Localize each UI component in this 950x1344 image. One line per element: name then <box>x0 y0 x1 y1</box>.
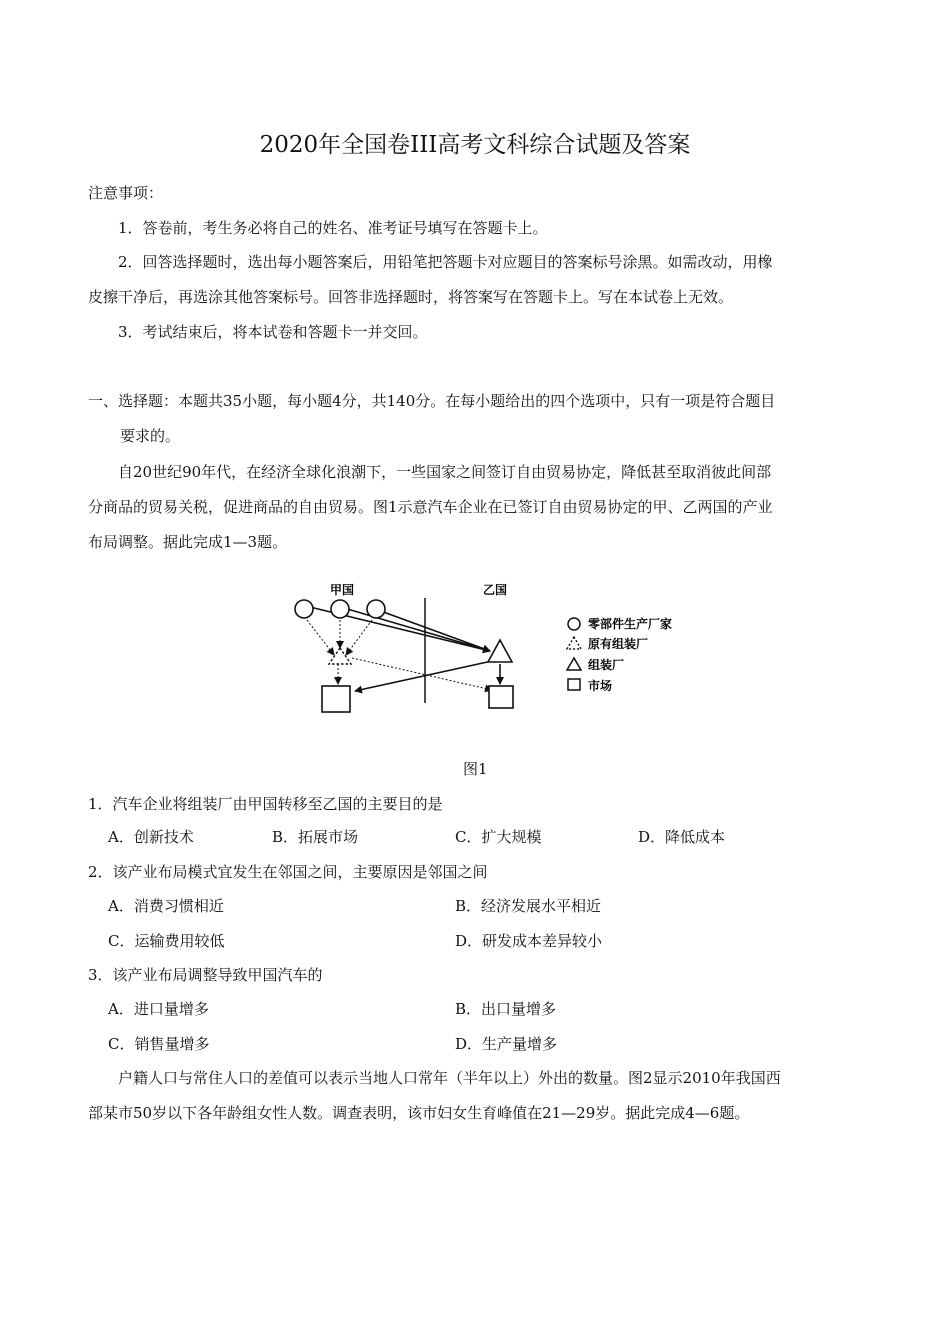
legend-circle-icon <box>568 618 580 630</box>
section-heading: 一、选择题：本题共35小题，每小题4分，共140分。在每小题给出的四个选项中，只有一项是符合题目 <box>88 392 776 410</box>
notice-heading: 注意事项： <box>88 184 164 202</box>
dotted-arrow-old-marketb <box>352 658 492 690</box>
parts-factory-2 <box>331 600 349 618</box>
passage1-line-1: 自20世纪90年代，在经济全球化浪潮下，一些国家之间签订自由贸易协定，降低甚至取消彼此间部 <box>118 463 772 481</box>
q3-option-d[interactable]: D．生产量增多 <box>455 1035 558 1053</box>
q3-option-a[interactable]: A．进口量增多 <box>108 1000 209 1018</box>
arrow-part2-new <box>344 608 490 651</box>
new-assembly-plant <box>488 640 512 662</box>
figure-1-caption: 图1 <box>463 760 488 778</box>
question-3-stem: 3．该产业布局调整导致甲国汽车的 <box>88 966 323 984</box>
passage1-line-3: 布局调整。据此完成1—3题。 <box>88 533 288 551</box>
legend-original-assembly: 原有组装厂 <box>588 637 649 651</box>
dotted-arrow-part1-old <box>307 620 334 655</box>
q1-option-a[interactable]: A．创新技术 <box>108 828 194 846</box>
q3-option-c[interactable]: C．销售量增多 <box>108 1035 210 1053</box>
passage2-line-1: 户籍人口与常住人口的差值可以表示当地人口常年（半年以上）外出的数量。图2显示2010年我国西 <box>118 1069 781 1087</box>
q2-option-a[interactable]: A．消费习惯相近 <box>108 897 224 915</box>
q1-option-d[interactable]: D．降低成本 <box>638 828 726 846</box>
parts-factory-3 <box>367 600 385 618</box>
market-country-b <box>489 686 513 708</box>
notice-item-1: 1．答卷前，考生务必将自己的姓名、准考证号填写在答题卡上。 <box>118 219 548 237</box>
arrow-new-marketa <box>355 661 492 691</box>
legend-dashed-triangle-icon <box>567 637 581 649</box>
legend-assembly: 组装厂 <box>588 658 625 672</box>
question-1-stem: 1．汽车企业将组装厂由甲国转移至乙国的主要目的是 <box>88 795 443 813</box>
country-b-label: 乙国 <box>482 583 508 597</box>
q1-option-c[interactable]: C．扩大规模 <box>455 828 542 846</box>
q2-option-c[interactable]: C．运输费用较低 <box>108 932 225 950</box>
notice-item-3: 3．考试结束后，将本试卷和答题卡一并交回。 <box>118 323 428 341</box>
passage2-line-2: 部某市50岁以下各年龄组女性人数。调查表明，该市妇女生育峰值在21—29岁。据此完成4—6题。 <box>88 1104 750 1122</box>
legend-market: 市场 <box>588 679 613 693</box>
market-country-a <box>322 686 350 712</box>
q1-option-b[interactable]: B．拓展市场 <box>272 828 359 846</box>
country-a-label: 甲国 <box>329 583 355 597</box>
passage1-line-2: 分商品的贸易关税，促进商品的自由贸易。图1示意汽车企业在已签订自由贸易协定的甲、乙两国的产业 <box>88 498 773 516</box>
q2-option-d[interactable]: D．研发成本差异较小 <box>455 932 603 950</box>
notice-item-2-cont: 皮擦干净后，再选涂其他答案标号。回答非选择题时，将答案写在答题卡上。写在本试卷上无效。 <box>88 288 734 306</box>
legend-triangle-icon <box>567 658 581 670</box>
legend-square-icon <box>568 679 580 690</box>
arrow-part3-new <box>378 610 490 651</box>
dotted-arrow-part3-old <box>346 620 372 655</box>
section-heading-cont: 要求的。 <box>120 427 181 445</box>
q3-option-b[interactable]: B．出口量增多 <box>455 1000 557 1018</box>
original-assembly-plant <box>329 648 351 664</box>
page-title: 2020年全国卷III高考文科综合试题及答案 <box>259 132 691 158</box>
notice-item-2: 2．回答选择题时，选出每小题答案后，用铅笔把答题卡对应题目的答案标号涂黑。如需改动，用橡 <box>118 253 773 271</box>
parts-factory-1 <box>295 600 313 618</box>
q2-option-b[interactable]: B．经济发展水平相近 <box>455 897 602 915</box>
question-2-stem: 2．该产业布局模式宜发生在邻国之间，主要原因是邻国之间 <box>88 863 488 881</box>
legend-parts: 零部件生产厂家 <box>588 617 673 631</box>
